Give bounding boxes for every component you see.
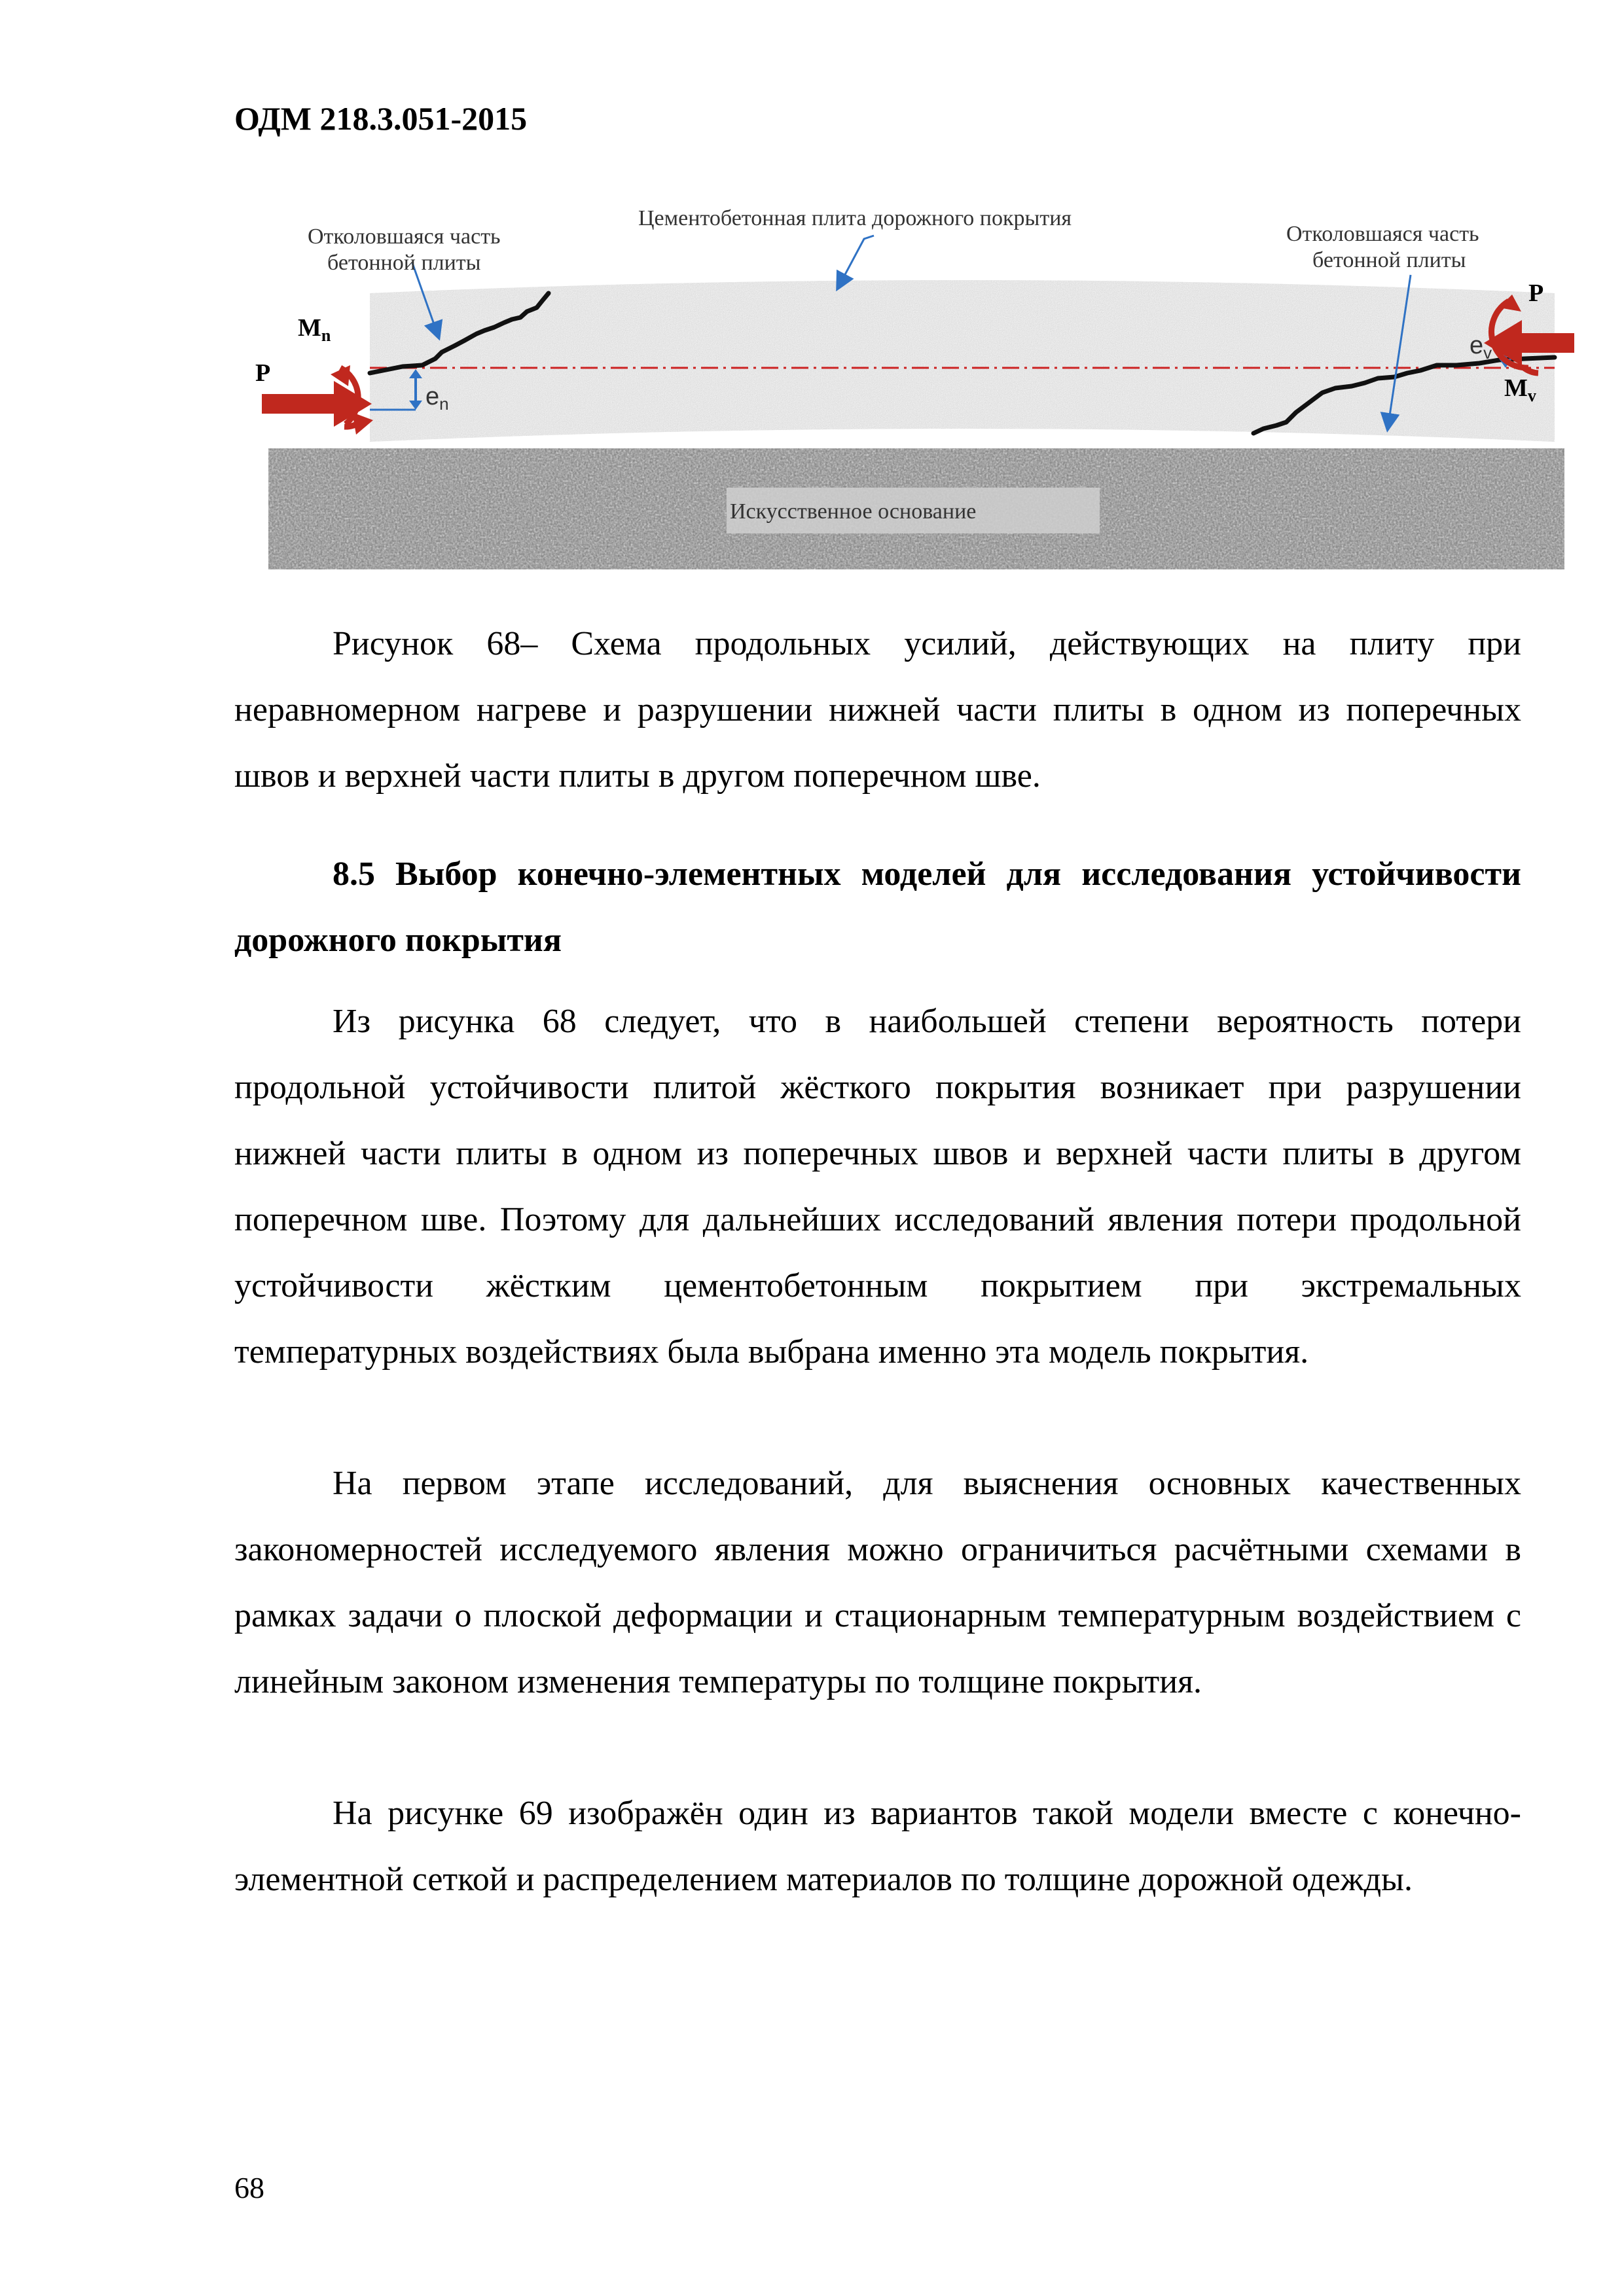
section-heading: 8.5 Выбор конечно-элементных моделей для исследования устойчивости дорожного покрытия	[234, 855, 1521, 959]
right-eccentricity-label: $e_v$	[1470, 332, 1492, 363]
left-eccentricity-label: $e_n$	[425, 383, 449, 414]
concrete-slab	[370, 262, 1555, 445]
document-code-header: ОДМ 218.3.051-2015	[234, 100, 528, 137]
page-number: 68	[234, 2171, 264, 2204]
body-paragraph-1: Из рисунка 68 следует, что в наибольшей степени вероятность потери продольной устойчивости плитой жёсткого покрытия возникает при разрушении нижней части плиты в одном из поперечных швов и верхней части плиты в другом поперечном шве. Поэтому для дальнейших исследований явления потери продольной устойчивости жёстким цементобетонным покрытием при экстремальных температурных воздействиях была выбрана именно эта модель покрытия.	[234, 1003, 1521, 1371]
body-paragraph-2: На первом этапе исследований, для выяснения основных качественных закономерностей исследуемого явления можно ограничиться расчётными схемами в рамках задачи о плоской деформации и стационарным температурным воздействием с линейным законом изменения температуры по толщине покрытия.	[234, 1465, 1521, 1700]
right-moment-label: $M_v$	[1504, 374, 1536, 405]
right-force-label: P	[1528, 279, 1544, 307]
left-moment-label: $M_n$	[298, 314, 331, 345]
figure-68-diagram	[255, 196, 1564, 576]
figure-caption: Рисунок 68– Схема продольных усилий, действующих на плиту при неравномерном нагреве и разрушении нижней части плиты в одном из поперечных швов и верхней части плиты в другом поперечном шве.	[234, 625, 1521, 795]
slab-label-pointer	[838, 236, 874, 288]
slab-label: Цементобетонная плита дорожного покрытия	[638, 206, 1072, 230]
left-chip-label-line2: бетонной плиты	[327, 251, 481, 275]
body-paragraph-3: На рисунке 69 изображён один из вариантов такой модели вместе с конечно-элементной сеткой и распределением материалов по толщине дорожной одежды.	[234, 1795, 1521, 1898]
right-chip-label-line1: Отколовшаяся часть	[1286, 222, 1479, 246]
left-force-label: P	[255, 359, 271, 387]
left-chip-label-line1: Отколовшаяся часть	[308, 224, 501, 249]
base-label: Искусственное основание	[730, 499, 977, 524]
right-chip-label-line2: бетонной плиты	[1312, 248, 1466, 272]
